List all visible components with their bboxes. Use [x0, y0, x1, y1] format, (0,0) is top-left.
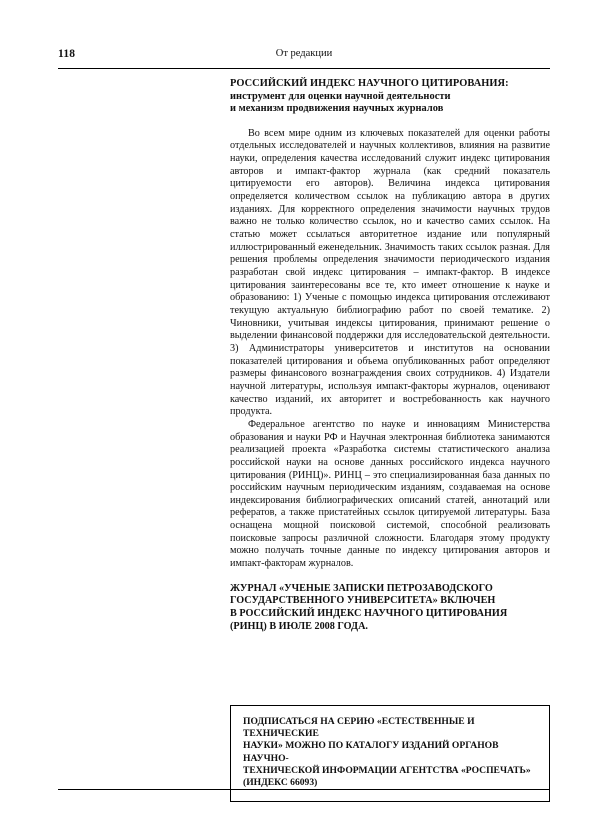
- inclusion-notice: [230, 583, 550, 633]
- subscription-advert-box: [230, 705, 550, 802]
- inclusion-notice-line-3: В РОССИЙСКИЙ ИНДЕКС НАУЧНОГО ЦИТИРОВАНИЯ: [230, 607, 508, 619]
- article-content: [230, 78, 550, 633]
- article-title-line-2: инструмент для оценки научной деятельности: [230, 90, 451, 102]
- inclusion-notice-line-4: (РИНЦ) В ИЮЛЕ 2008 ГОДА.: [230, 620, 368, 632]
- article-title-line-1: РОССИЙСКИЙ ИНДЕКС НАУЧНОГО ЦИТИРОВАНИЯ:: [230, 78, 509, 89]
- advert-line-3: ТЕХНИЧЕСКОЙ ИНФОРМАЦИИ АГЕНТСТВА «РОСПЕЧАТЬ»: [243, 764, 531, 776]
- inclusion-notice-line-2: ГОСУДАРСТВЕННОГО УНИВЕРСИТЕТА» ВКЛЮЧЕН: [230, 595, 496, 607]
- running-title: От редакции: [275, 48, 333, 59]
- article-paragraph: Во всем мире одним из ключевых показателей для оценки работы отдельных исследователей и научных коллективов, влияния на развитие науки, определения качества исследований служит индекс цитирования авторов и импакт-фактор журнала (как средний показатель цитируемости его авторов). Величина индекса цитирования определяется количеством ссылок на публикацию автора в других изданиях. Для корректного определения значимости научных трудов важно не только количество ссылок, но и качество самих ссылок. На статью может ссылаться авторитетное издание или популярный иллюстрированный еженедельник. Значимость таких ссылок разная. Для решения проблемы определения значимости периодического издания разработан свой индекс цитирования – импакт-фактор. В индексе цитирования заинтересованы все те, кто имеет отношение к науке и образованию: 1) Ученые с помощью индекса цитирования отслеживают текущую актуальную библиографию работ по своей тематике. 2) Чиновники, учитывая индексы цитирования, принимают решение о выделении финансовой поддержки для исследовательской деятельности. 3) Администраторы университетов и институтов на основании показателей цитирования и объема опубликованных работ определяют размеры финансового вознаграждения своих сотрудников. 4) Издатели научной литературы, используя импакт-факторы журналов, оценивают качество изданий, их авторитет и востребованность как научного продукта.: [230, 127, 550, 418]
- page-header: [58, 48, 550, 68]
- footer-rule: [58, 789, 550, 790]
- article-paragraph: Федеральное агентство по науке и инновациям Министерства образования и науки РФ и Научная электронная библиотека занимаются реализацией проекта «Разработка системы статистического анализа российской науки на основе данных российского индекса научного цитирования (РИНЦ)». РИНЦ – это специализированная база данных по российским научным периодическим изданиям, создаваемая на основе индексирования библиографических описаний статей, аннотаций или рефератов, а также пристатейных ссылок цитируемой литературы. База оснащена мощной поисковой системой, способной реализовать поисковые запросы различной сложности. Благодаря этому продукту можно получать точные данные по индексу цитирования авторов и импакт-факторам журналов.: [230, 418, 550, 570]
- page-number: 118: [58, 48, 76, 60]
- article-title: [230, 78, 550, 116]
- advert-line-1: ПОДПИСАТЬСЯ НА СЕРИЮ «ЕСТЕСТВЕННЫЕ И ТЕХНИЧЕСКИЕ: [243, 716, 475, 740]
- advert-line-2: НАУКИ» МОЖНО ПО КАТАЛОГУ ИЗДАНИЙ ОРГАНОВ НАУЧНО-: [243, 740, 499, 764]
- inclusion-notice-line-1: ЖУРНАЛ «УЧЕНЫЕ ЗАПИСКИ ПЕТРОЗАВОДСКОГО: [230, 582, 493, 594]
- advert-line-4: (ИНДЕКС 66093): [243, 777, 318, 789]
- article-title-line-3: и механизм продвижения научных журналов: [230, 103, 444, 115]
- header-rule: [58, 68, 550, 69]
